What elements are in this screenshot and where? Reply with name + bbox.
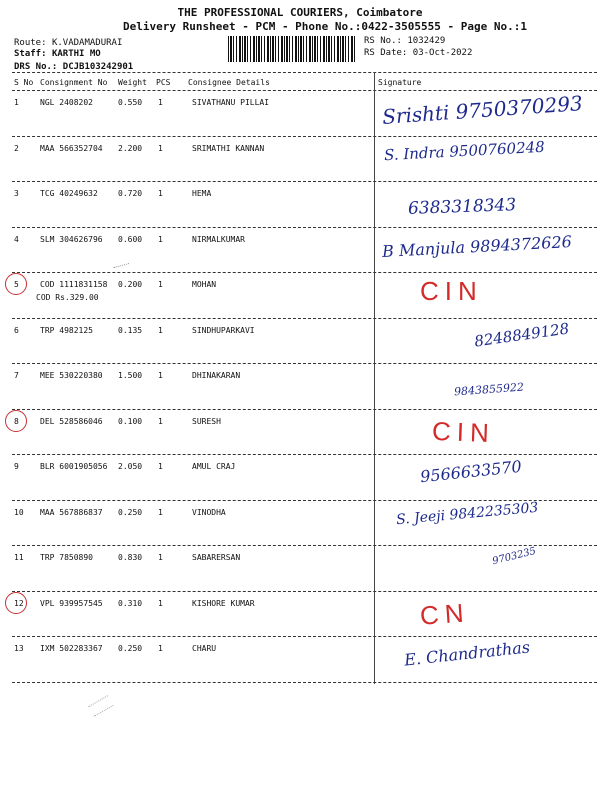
row-consignee: MOHAN xyxy=(192,280,217,289)
row-signature-stamp: CIN xyxy=(420,276,483,306)
scan-speck xyxy=(88,695,113,716)
row-pcs: 1 xyxy=(158,143,163,153)
row-pcs: 1 xyxy=(158,416,163,426)
staff-line xyxy=(14,49,101,59)
row-separator xyxy=(12,181,597,182)
row-circle-mark xyxy=(5,592,27,614)
row-pcs: 1 xyxy=(158,507,163,517)
row-pcs: 1 xyxy=(158,234,163,244)
row-sno: 6 xyxy=(14,325,19,335)
row-consignment-no: BLR 6001905056 xyxy=(40,462,108,471)
row-weight: 0.600 xyxy=(118,234,143,244)
row-consignee: HEMA xyxy=(192,189,212,198)
row-separator xyxy=(12,409,597,410)
row-consignment-no: TRP 4982125 xyxy=(40,325,93,335)
col-header-consignment: Consignment No xyxy=(40,78,108,87)
row-cod-amount: COD Rs.329.00 xyxy=(36,293,99,302)
rs-date-label: RS Date: xyxy=(364,48,408,58)
row-sno: 1 xyxy=(14,98,19,107)
row-consignee: SURESH xyxy=(192,416,221,426)
rs-no-label: RS No.: xyxy=(364,36,402,46)
row-signature: 9566633570 xyxy=(419,456,523,487)
rs-no-value: 1032429 xyxy=(407,36,446,46)
row-circle-mark xyxy=(5,273,27,295)
rs-date-line xyxy=(364,48,472,58)
row-pcs: 1 xyxy=(158,189,163,198)
row-weight: 0.250 xyxy=(118,644,143,653)
row-consignee: KISHORE KUMAR xyxy=(192,598,255,608)
row-consignee: NIRMALKUMAR xyxy=(192,234,245,244)
row-consignment-no: COD 1111831158 xyxy=(40,280,108,289)
signature-column-divider xyxy=(374,72,375,684)
row-consignee: SABARERSAN xyxy=(192,553,241,562)
row-separator xyxy=(12,682,597,683)
drs-line xyxy=(14,62,133,72)
company-title: THE PROFESSIONAL COURIERS, Coimbatore xyxy=(177,6,423,19)
table-header-rule xyxy=(12,90,597,91)
row-consignment-no: MAA 567886837 xyxy=(40,507,103,517)
row-consignee: SINDHUPARKAVI xyxy=(192,325,255,335)
col-header-consignee: Consignee Details xyxy=(188,78,270,87)
row-separator xyxy=(12,636,597,637)
row-weight: 2.200 xyxy=(118,143,143,153)
row-weight: 0.100 xyxy=(118,416,143,426)
row-signature-stamp: CN xyxy=(418,596,471,631)
row-sno: 4 xyxy=(14,234,19,244)
row-separator xyxy=(12,591,597,592)
row-weight: 0.250 xyxy=(118,507,143,517)
row-separator xyxy=(12,500,597,501)
row-sno: 7 xyxy=(14,371,19,380)
row-separator xyxy=(12,545,597,546)
row-signature: 6383318343 xyxy=(407,195,517,219)
row-sno: 13 xyxy=(14,644,24,653)
row-pcs: 1 xyxy=(158,462,163,471)
row-separator xyxy=(12,227,597,228)
row-separator xyxy=(12,272,597,273)
row-consignment-no: VPL 939957545 xyxy=(40,598,103,608)
row-weight: 0.830 xyxy=(118,553,143,562)
row-separator xyxy=(12,363,597,364)
row-pcs: 1 xyxy=(158,280,163,289)
row-consignee: AMUL CRAJ xyxy=(192,462,236,471)
row-weight: 2.050 xyxy=(118,462,143,471)
row-pcs: 1 xyxy=(158,644,163,653)
rs-date-value: 03-Oct-2022 xyxy=(412,48,473,58)
row-signature-stamp: CIN xyxy=(431,415,496,448)
col-header-sno: S No xyxy=(14,78,34,87)
row-sno: 10 xyxy=(14,507,24,517)
row-signature: S. Jeeji 9842235303 xyxy=(395,499,539,528)
row-sno: 11 xyxy=(14,553,24,562)
rs-no-line xyxy=(364,36,445,46)
row-sno: 8 xyxy=(14,416,19,426)
row-signature: S. Indra 9500760248 xyxy=(383,137,546,164)
row-consignee: VINODHA xyxy=(192,507,226,517)
row-weight: 0.310 xyxy=(118,598,143,608)
col-header-signature: Signature xyxy=(378,78,422,87)
row-pcs: 1 xyxy=(158,325,163,335)
row-pcs: 1 xyxy=(158,98,163,107)
row-consignment-no: SLM 304626796 xyxy=(40,234,103,244)
row-separator xyxy=(12,136,597,137)
row-sno: 5 xyxy=(14,280,19,289)
row-signature: B Manjula 9894372626 xyxy=(381,231,573,261)
route-line xyxy=(14,38,122,48)
row-signature: 8248849128 xyxy=(473,318,571,351)
drs-label: DRS No.: xyxy=(14,62,58,72)
table-top-rule xyxy=(12,72,597,73)
row-consignee: SIVATHANU PILLAI xyxy=(192,98,270,107)
row-sno: 9 xyxy=(14,462,19,471)
row-consignment-no: NGL 2408202 xyxy=(40,98,93,107)
row-sno: 2 xyxy=(14,143,19,153)
row-consignment-no: TCG 40249632 xyxy=(40,189,98,198)
row-consignment-no: IXM 502283367 xyxy=(40,644,103,653)
row-separator xyxy=(12,318,597,319)
row-consignment-no: MEE 530220380 xyxy=(40,371,103,380)
drs-value: DCJB103242901 xyxy=(62,62,134,72)
row-signature: 9843855922 xyxy=(453,380,525,399)
row-weight: 0.720 xyxy=(118,189,143,198)
row-signature: E. Chandrathas xyxy=(403,637,531,670)
row-sno: 3 xyxy=(14,189,19,198)
row-signature: Srishti 9750370293 xyxy=(381,91,584,129)
col-header-weight: Weight xyxy=(118,78,147,87)
row-consignee: CHARU xyxy=(192,644,217,653)
row-separator xyxy=(12,454,597,455)
row-consignee: SRIMATHI KANNAN xyxy=(192,143,265,153)
row-pcs: 1 xyxy=(158,371,163,380)
row-weight: 0.550 xyxy=(118,98,143,107)
row-signature: 9703235 xyxy=(491,545,538,568)
row-weight: 1.500 xyxy=(118,371,143,380)
route-label: Route: xyxy=(14,38,47,48)
row-consignee: DHINAKARAN xyxy=(192,371,241,380)
row-sno: 12 xyxy=(14,598,24,608)
row-pcs: 1 xyxy=(158,598,163,608)
row-consignment-no: TRP 7850890 xyxy=(40,553,93,562)
barcode xyxy=(228,36,356,62)
row-circle-mark xyxy=(5,410,27,432)
staff-label: Staff: xyxy=(14,49,47,59)
runsheet-title: Delivery Runsheet - PCM - Phone No.:0422-3505555 - Page No.:1 xyxy=(123,20,527,33)
row-pcs: 1 xyxy=(158,553,163,562)
row-weight: 0.200 xyxy=(118,280,143,289)
col-header-pcs: PCS xyxy=(156,78,171,87)
row-consignment-no: DEL 528586046 xyxy=(40,416,103,426)
route-value: K.VADAMADURAI xyxy=(51,38,123,48)
row-weight: 0.135 xyxy=(118,325,143,335)
staff-value: KARTHI MO xyxy=(51,49,101,59)
row-consignment-no: MAA 566352704 xyxy=(40,143,103,153)
